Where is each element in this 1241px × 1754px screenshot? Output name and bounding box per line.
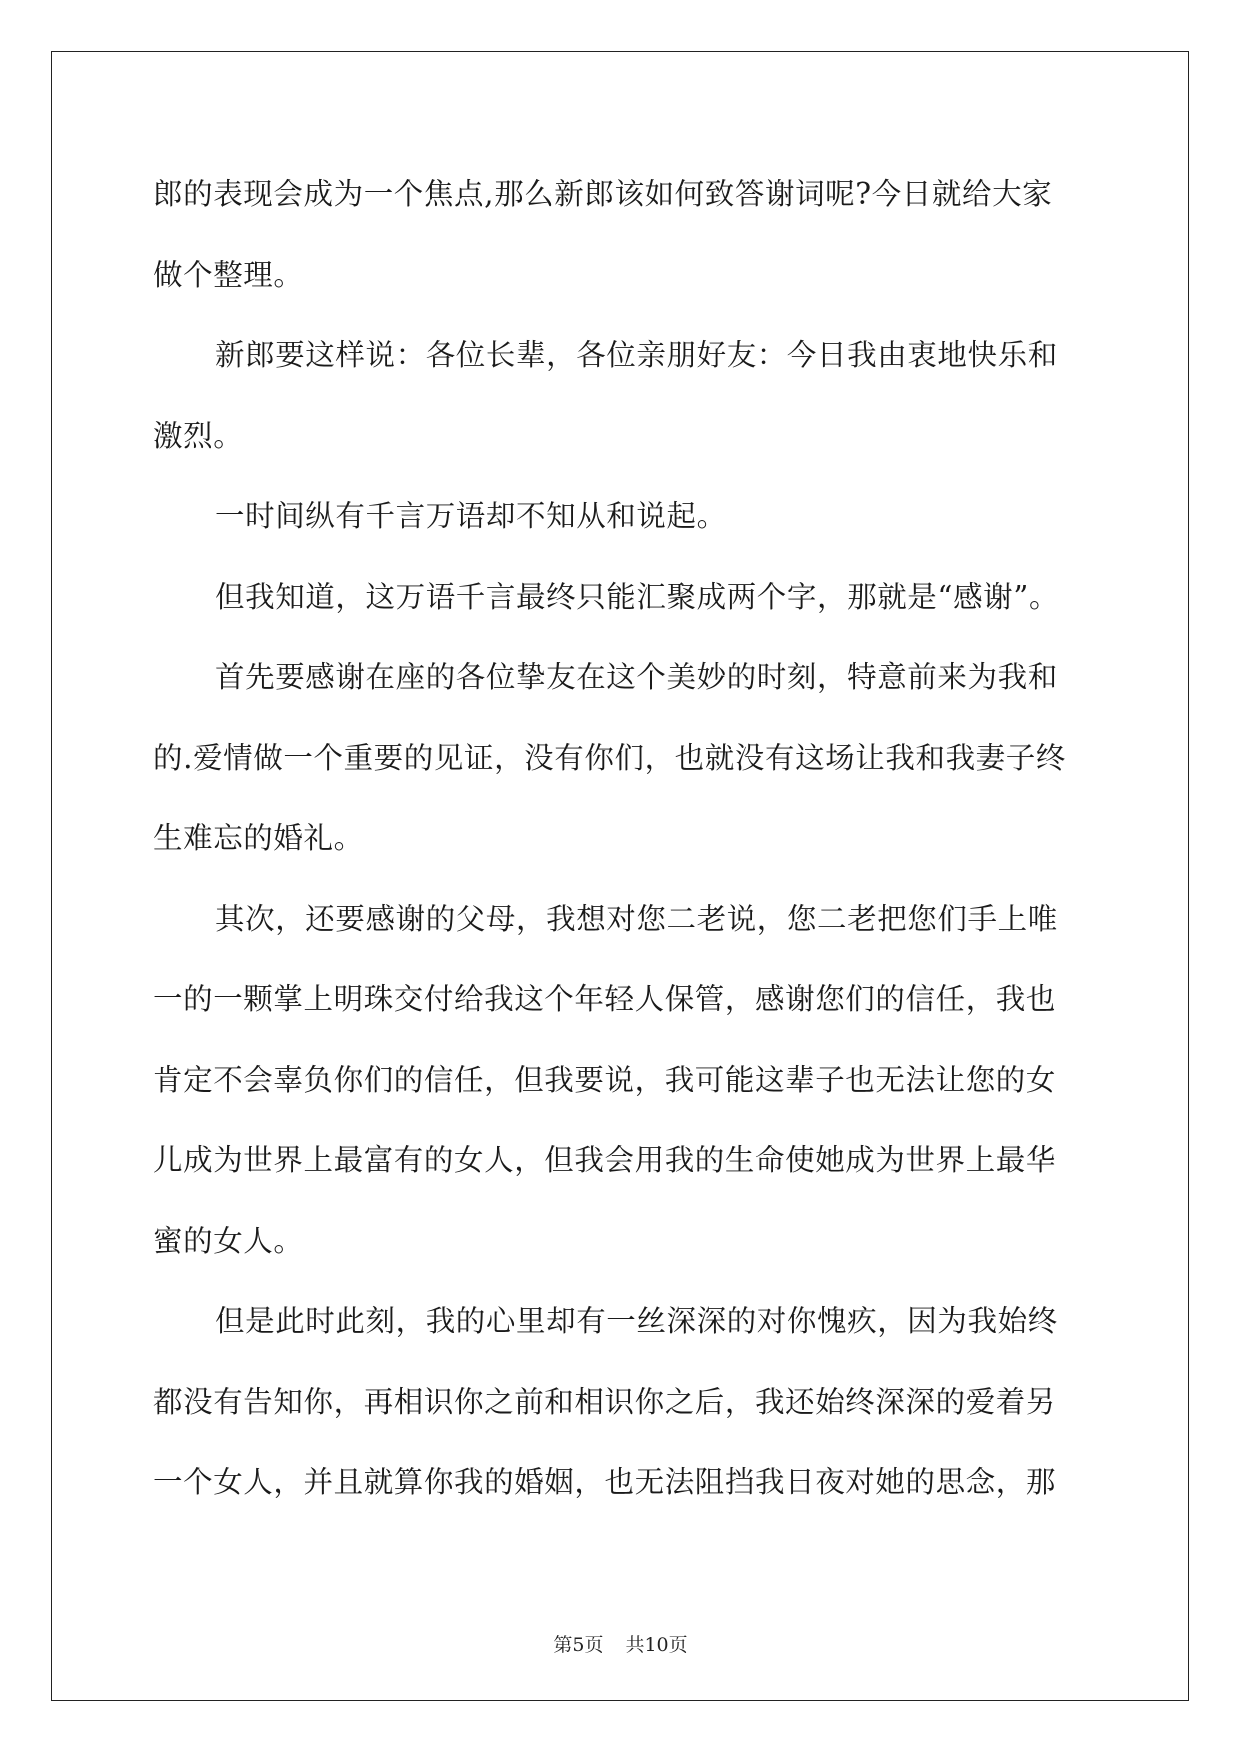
text-line: 激烈。 — [153, 418, 244, 453]
text-line: 的.爱情做一个重要的见证，没有你们，也就没有这场让我和我妻子终 — [153, 740, 1066, 775]
text-line: 一时间纵有千言万语却不知从和说起。 — [215, 499, 727, 533]
text-line: 肯定不会辜负你们的信任，但我要说，我可能这辈子也无法让您的女 — [153, 1062, 1057, 1097]
text-line: 生难忘的婚礼。 — [153, 821, 364, 855]
text-line: 蜜的女人。 — [153, 1223, 304, 1258]
document-body — [153, 154, 1090, 1523]
text-line: 但是此时此刻，我的心里却有一丝深深的对你愧疚，因为我始终 — [215, 1304, 1058, 1338]
text-line: 郎的表现会成为一个焦点,那么新郎该如何致答谢词呢?今日就给大家 — [153, 177, 1053, 211]
page-total: 共10页 — [625, 1634, 688, 1656]
text-line: 但我知道，这万语千言最终只能汇聚成两个字，那就是“感谢”。 — [215, 579, 1060, 614]
text-line: 首先要感谢在座的各位挚友在这个美妙的时刻，特意前来为我和 — [215, 660, 1058, 694]
text-line: 做个整理。 — [153, 257, 304, 292]
text-line: 其次，还要感谢的父母，我想对您二老说，您二老把您们手上唯 — [215, 901, 1058, 936]
text-line: 新郎要这样说：各位长辈，各位亲朋好友：今日我由衷地快乐和 — [215, 338, 1058, 372]
page-number: 第5页 — [553, 1634, 604, 1656]
text-line: 一个女人，并且就算你我的婚姻，也无法阻挡我日夜对她的思念，那 — [153, 1465, 1057, 1499]
text-line: 一的一颗掌上明珠交付给我这个年轻人保管，感谢您们的信任，我也 — [153, 982, 1057, 1016]
text-line: 都没有告知你，再相识你之前和相识你之后，我还始终深深的爱着另 — [153, 1384, 1057, 1419]
text-line: 儿成为世界上最富有的女人，但我会用我的生命使她成为世界上最华 — [153, 1143, 1057, 1177]
page-footer — [0, 1633, 1241, 1657]
